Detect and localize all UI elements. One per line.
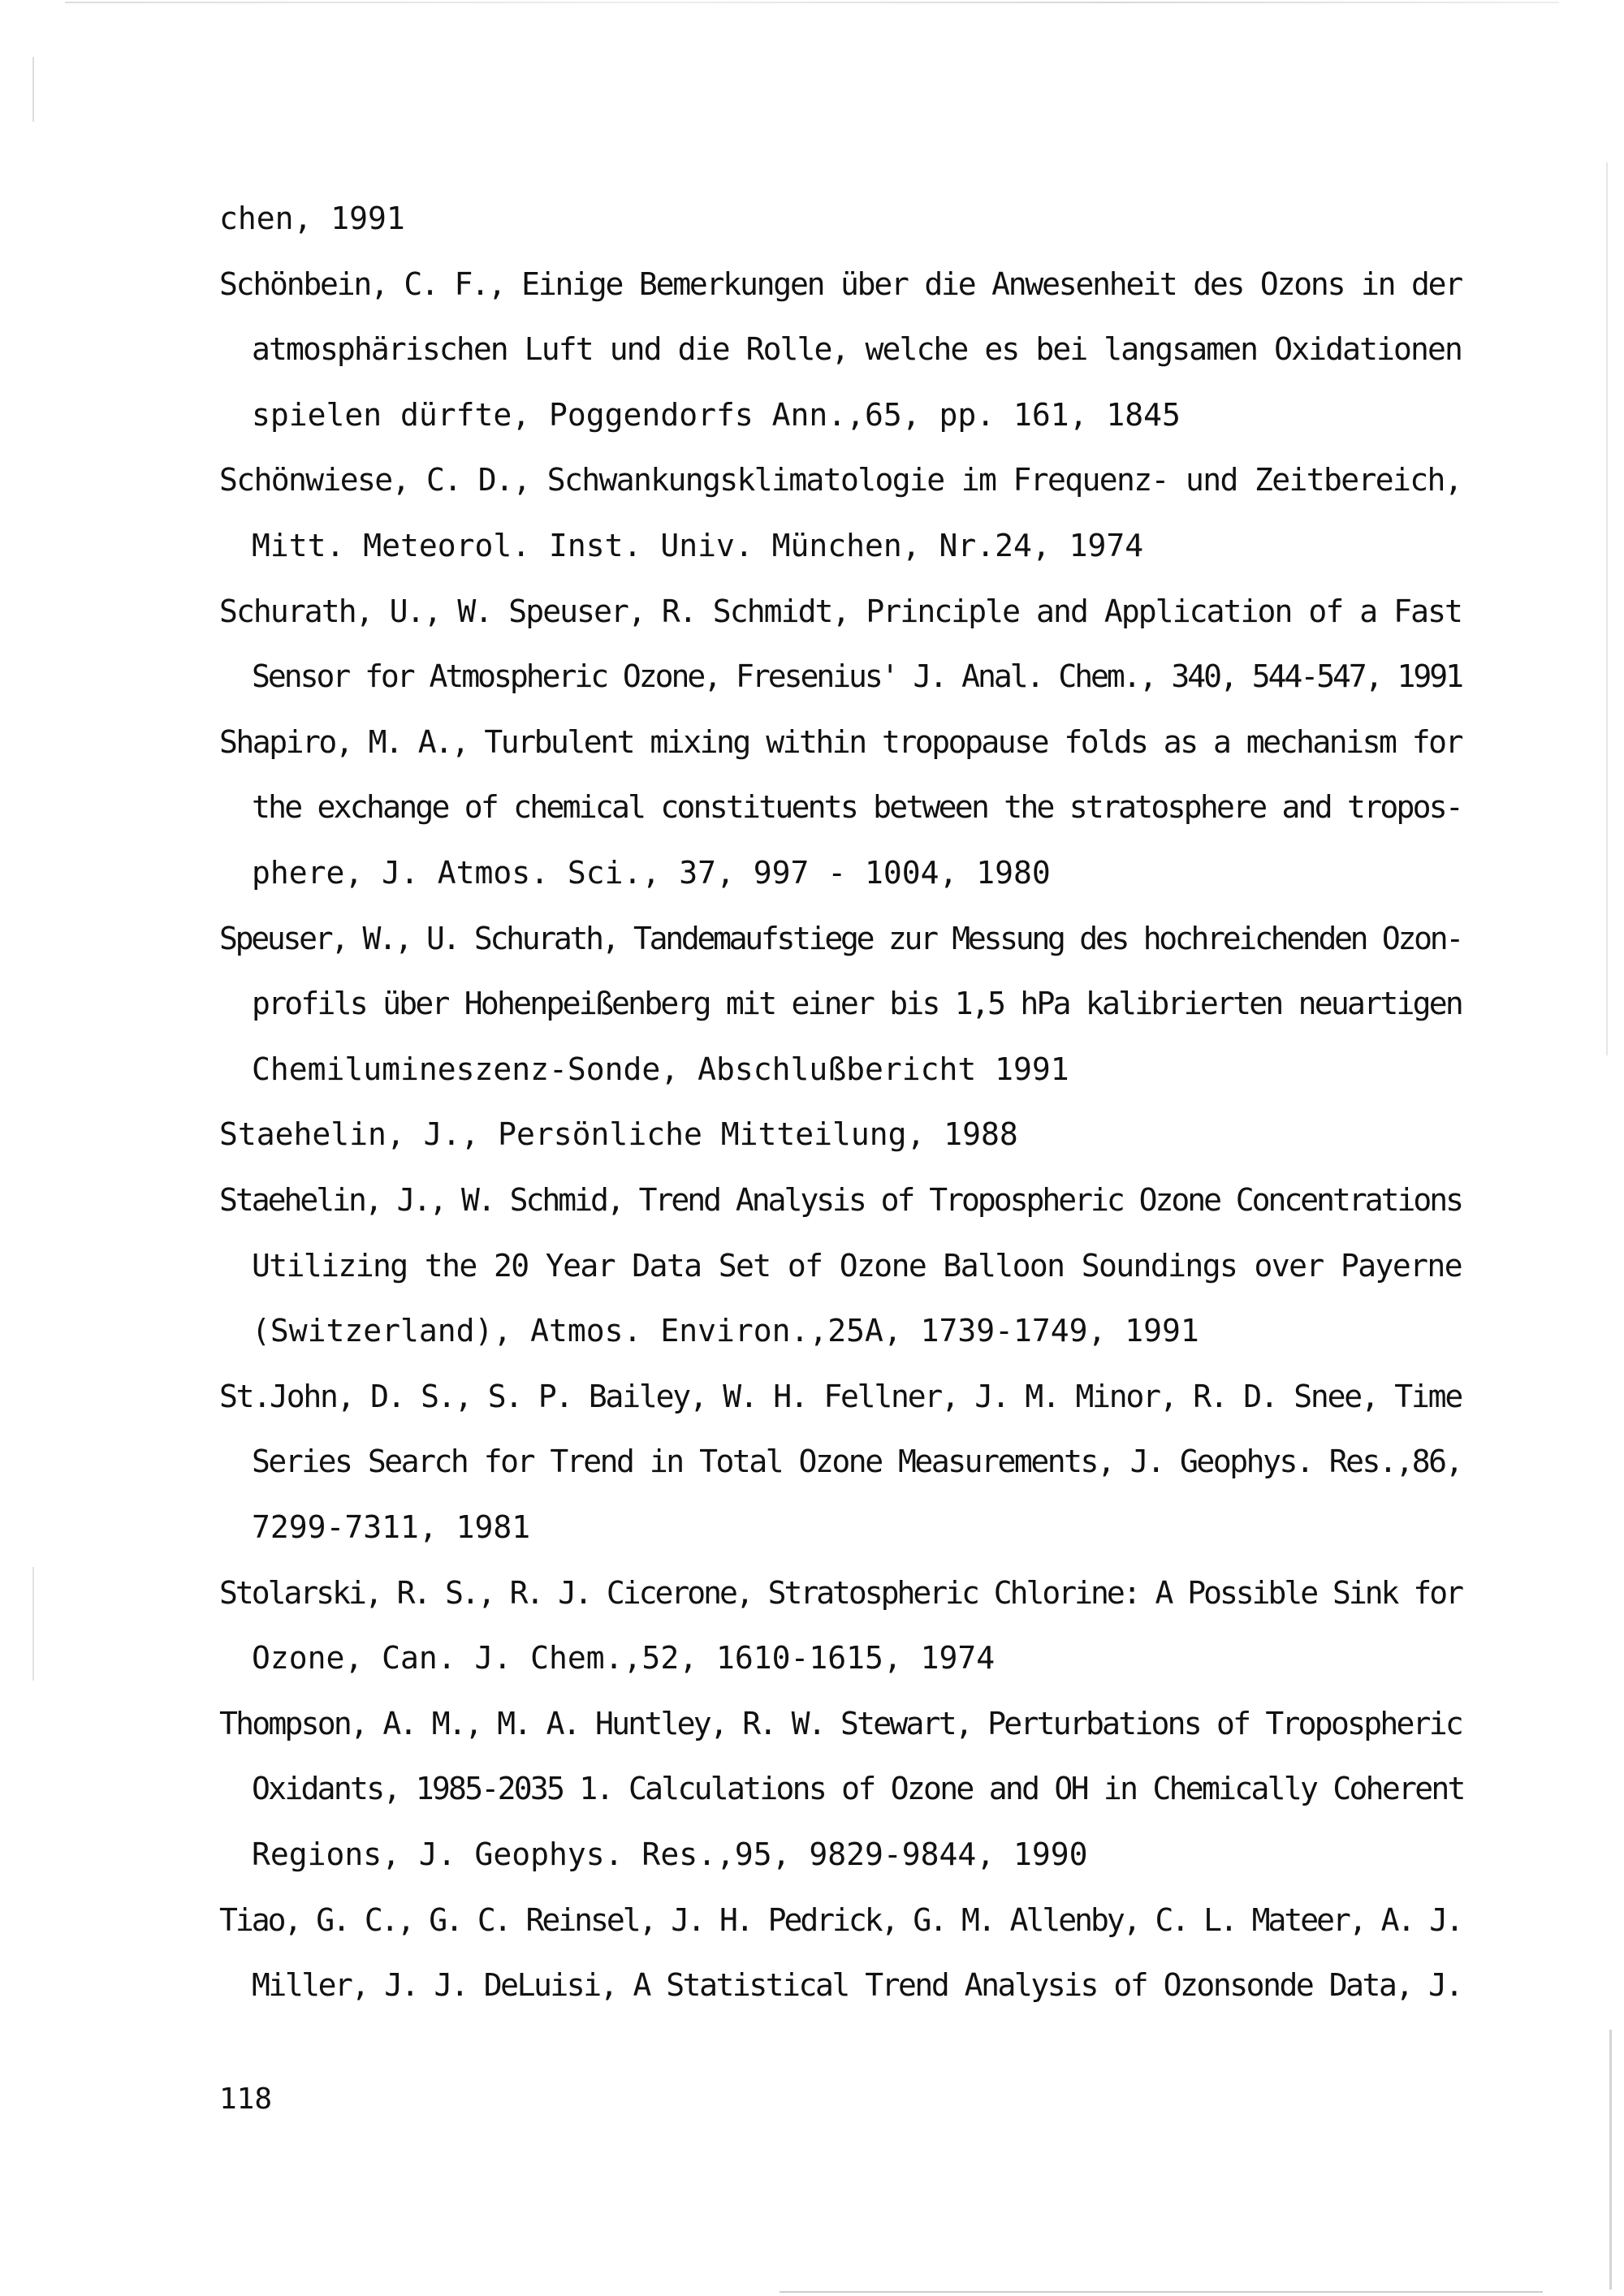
reference-line: Staehelin, J., Persönliche Mitteilung, 1988 [219,1116,1018,1152]
reference-line: Thompson, A. M., M. A. Huntley, R. W. Stewart, Perturbations of Tropospheric [219,1706,1462,1741]
page-number: 118 [219,2082,273,2116]
reference-line: atmosphärischen Luft und die Rolle, welche es bei langsamen Oxidationen [252,331,1462,367]
reference-line: Series Search for Trend in Total Ozone Measurements, J. Geophys. Res.,86, [252,1444,1462,1479]
reference-line: Schönwiese, C. D., Schwankungsklimatologie im Frequenz- und Zeitbereich, [219,462,1462,498]
reference-line: Stolarski, R. S., R. J. Cicerone, Stratospheric Chlorine: A Possible Sink for [219,1575,1462,1611]
reference-line: St.John, D. S., S. P. Bailey, W. H. Fellner, J. M. Minor, R. D. Snee, Time [219,1379,1462,1414]
reference-line: Tiao, G. C., G. C. Reinsel, J. H. Pedrick, G. M. Allenby, C. L. Mateer, A. J. [219,1902,1462,1938]
scan-edge-right-lower [1609,2030,1612,2290]
scan-edge-left [32,57,34,122]
reference-line: Shapiro, M. A., Turbulent mixing within tropopause folds as a mechanism for [219,724,1462,760]
reference-line: Staehelin, J., W. Schmid, Trend Analysis of Tropospheric Ozone Concentrations [219,1182,1462,1218]
reference-line: Speuser, W., U. Schurath, Tandemaufstiege zur Messung des hochreichenden Ozon- [219,921,1462,956]
reference-line: Ozone, Can. J. Chem.,52, 1610-1615, 1974 [252,1640,996,1676]
reference-line: profils über Hohenpeißenberg mit einer bis 1,5 hPa kalibrierten neuartigen [252,986,1462,1021]
scan-edge-bottom [780,2291,1543,2293]
reference-line: Miller, J. J. DeLuisi, A Statistical Trend Analysis of Ozonsonde Data, J. [252,1967,1462,2003]
scan-edge-left-lower [32,1567,34,1681]
reference-line: the exchange of chemical constituents between the stratosphere and tropos- [252,789,1462,825]
reference-line: Chemilumineszenz-Sonde, Abschlußbericht 1991 [252,1051,1069,1087]
reference-line: Regions, J. Geophys. Res.,95, 9829-9844, 1990 [252,1836,1088,1872]
reference-line: Mitt. Meteorol. Inst. Univ. München, Nr.24, 1974 [252,528,1144,563]
reference-line: Schönbein, C. F., Einige Bemerkungen über die Anwesenheit des Ozons in der [219,266,1462,302]
reference-line: Oxidants, 1985-2035 1. Calculations of Ozone and OH in Chemically Coherent [252,1771,1464,1806]
reference-line: Sensor for Atmospheric Ozone, Fresenius' J. Anal. Chem., 340, 544-547, 1991 [252,658,1462,694]
scan-edge-right [1606,162,1608,1055]
reference-line: Utilizing the 20 Year Data Set of Ozone Balloon Soundings over Payerne [252,1248,1462,1284]
reference-line: spielen dürfte, Poggendorfs Ann.,65, pp. 161, 1845 [252,397,1181,433]
reference-line: phere, J. Atmos. Sci., 37, 997 - 1004, 1980 [252,855,1051,891]
reference-line: (Switzerland), Atmos. Environ.,25A, 1739-1749, 1991 [252,1313,1199,1349]
reference-line: 7299-7311, 1981 [252,1509,531,1545]
scan-edge-top [65,2,1559,3]
reference-line: chen, 1991 [219,201,405,236]
reference-line: Schurath, U., W. Speuser, R. Schmidt, Principle and Application of a Fast [219,593,1462,629]
